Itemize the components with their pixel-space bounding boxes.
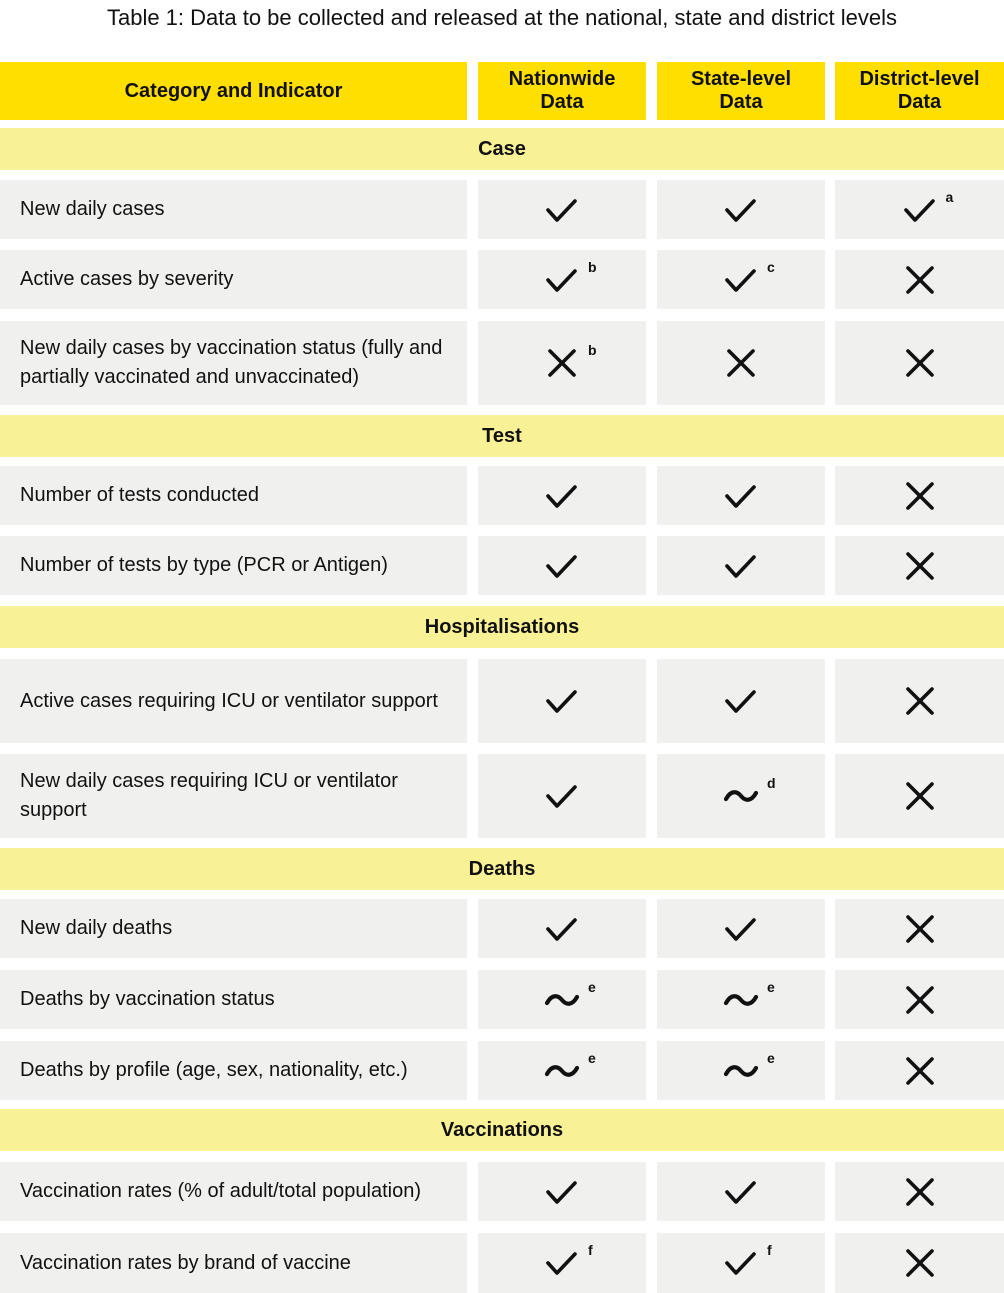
indicator-cell: New daily cases [0,180,467,239]
check-icon [544,551,580,581]
check-icon [544,1177,580,1207]
indicator-cell: Active cases by severity [0,250,467,309]
footnote-marker: e [588,1049,596,1066]
national-cell [478,180,646,239]
indicator-cell: Vaccination rates (% of adult/total population) [0,1162,467,1221]
district-cell [835,1233,1004,1293]
header-national: Nationwide Data [478,62,646,120]
footnote-marker: e [588,978,596,995]
check-icon [723,1177,759,1207]
check-icon [723,1242,772,1278]
check-icon [544,686,580,716]
national-cell [478,1162,646,1221]
state-cell [657,180,825,239]
state-cell [657,1041,825,1100]
check-icon [723,258,775,295]
state-cell [657,250,825,309]
footnote-marker: c [767,258,775,275]
tilde-icon [544,978,596,1015]
category-hospitalisations: Hospitalisations [0,606,1004,648]
table-title: Table 1: Data to be collected and released at the national, state and district levels [106,5,898,30]
state-cell [657,970,825,1029]
district-cell [835,970,1004,1029]
cross-icon [902,481,938,511]
check-icon [544,781,580,811]
cross-icon [902,781,938,811]
footnote-marker: a [945,188,954,205]
national-cell [478,899,646,958]
state-cell [657,659,825,743]
cross-icon [902,1056,938,1086]
check-icon [723,686,759,716]
category-case: Case [0,128,1004,170]
indicator-cell: Active cases requiring ICU or ventilator support [0,659,467,743]
cross-icon [902,265,938,295]
check-icon [544,258,597,295]
header-district: District-level Data [835,62,1004,120]
check-icon [544,481,580,511]
cross-icon [902,686,938,716]
check-icon [544,914,580,944]
cross-icon [902,551,938,581]
footnote-marker: f [767,1242,772,1258]
district-cell [835,466,1004,525]
national-cell [478,1233,646,1293]
cross-icon [902,914,938,944]
state-cell [657,899,825,958]
cross-icon [902,985,938,1015]
category-deaths: Deaths [0,848,1004,890]
indicator-cell: Deaths by vaccination status [0,970,467,1029]
cross-icon [902,348,938,378]
footnote-marker: e [767,1049,775,1066]
indicator-cell: Deaths by profile (age, sex, nationality, etc.) [0,1041,467,1100]
indicator-cell: New daily deaths [0,899,467,958]
district-cell [835,321,1004,405]
state-cell [657,321,825,405]
footnote-marker: e [767,978,775,995]
national-cell [478,754,646,838]
national-cell [478,536,646,595]
national-cell [478,659,646,743]
check-icon [723,195,759,225]
check-icon [723,914,759,944]
footnote-marker: d [767,775,776,791]
tilde-icon [723,775,776,811]
district-cell [835,250,1004,309]
district-cell [835,180,1004,239]
district-cell [835,754,1004,838]
cross-icon [902,1248,938,1278]
cross-icon [902,1177,938,1207]
category-vaccinations: Vaccinations [0,1109,1004,1151]
footnote-marker: b [588,258,597,275]
cross-icon [544,342,597,378]
state-cell [657,536,825,595]
check-icon [723,551,759,581]
national-cell [478,1041,646,1100]
national-cell [478,321,646,405]
state-cell [657,1233,825,1293]
check-icon [902,188,954,225]
national-cell [478,250,646,309]
district-cell [835,1041,1004,1100]
indicator-cell: Vaccination rates by brand of vaccine [0,1233,467,1293]
check-icon [723,481,759,511]
indicator-cell: New daily cases by vaccination status (fully and partially vaccinated and unvaccinated) [0,321,467,405]
indicator-cell: Number of tests by type (PCR or Antigen) [0,536,467,595]
state-cell [657,754,825,838]
indicator-cell: New daily cases requiring ICU or ventilator support [0,754,467,838]
footnote-marker: b [588,342,597,358]
tilde-icon [723,978,775,1015]
category-test: Test [0,415,1004,457]
cross-icon [723,348,759,378]
state-cell [657,1162,825,1221]
check-icon [544,1242,593,1278]
district-cell [835,1162,1004,1221]
tilde-icon [723,1049,775,1086]
district-cell [835,899,1004,958]
national-cell [478,466,646,525]
check-icon [544,195,580,225]
state-cell [657,466,825,525]
tilde-icon [544,1049,596,1086]
header-state: State-level Data [657,62,825,120]
district-cell [835,536,1004,595]
footnote-marker: f [588,1242,593,1258]
national-cell [478,970,646,1029]
district-cell [835,659,1004,743]
header-indicator: Category and Indicator [0,62,467,120]
indicator-cell: Number of tests conducted [0,466,467,525]
